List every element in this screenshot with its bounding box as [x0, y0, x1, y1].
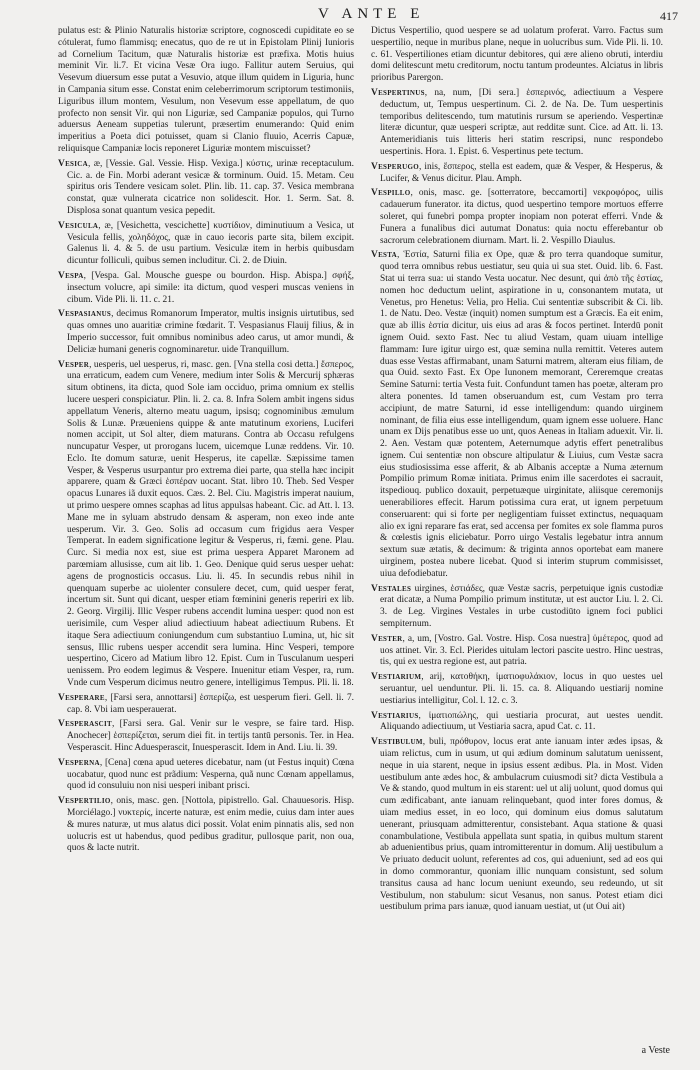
- left-column: [58, 26, 354, 1056]
- right-column: [371, 26, 663, 1056]
- entry-headword: Vesicula: [58, 220, 99, 231]
- dictionary-entry: [371, 188, 663, 247]
- entry-headword: Vespertilio: [58, 796, 111, 807]
- dictionary-entry: [371, 26, 663, 85]
- page-number: 417: [660, 9, 678, 23]
- entry-body: , [Farsi sera. Gal. Venir sur le vespre, se faire tard. Hisp. Anochecer] ἑσπερίζεται, serum diei fit. in tertijs tantū personis. Ter. in Hea. Vesperascit. Hinc Aduesperascit, Inuesperascit. Idem in And. Liu. li. 39.: [67, 719, 354, 754]
- entry-body: , ἱματιοπώλης, qui uestiaria procurat, aut uestes uendit. Aliquando adiectiuum, ut Vestiaria sacra, apud Cat. c. 11.: [380, 710, 663, 733]
- entry-body: , na, num, [Di sera.] ἑσπερινός, adiectiuum a Vespere deductum, ut, Tempus uespertinum. Ci. 2. de Na. De. Tum uespertinis temporibus delitescendo, tum matutinis rursum se aperiendo. Vespertinæ literæ dicuntur, quæ uesperi scriptæ, aut redditæ sunt. Cice. ad Att. li. 13. Antemeridianis tuis litteris heri statim rescripsi, nunc respondebo uespertinis. Hora. 1. Epist. 6. Vespertinus pete tectum.: [380, 87, 663, 157]
- entry-body: , arij, κατοθήκη, ἱματιοφυλάκιον, locus in quo uestes uel seruantur, uel uenduntur. Pli. li. 15. ca. 8. Aliquando uestiarij nomine uestiarius intelligitur, Col. l. 12. c. 3.: [380, 672, 663, 706]
- entry-body: , Ἑστία, Saturni filia ex Ope, quæ & pro terra quandoque sumitur, quod terra omnibus rebus uestiatur, seu quia ui sua stet. Ouid. lib. 6. Fast. Stat ui terra sua: ui stando Vesta uocatur. Nec desunt, qui ἀπὸ τῆς ἑστίας, nomen hoc deductum uelint, aspiratione in u, consonantem mutata, ut Venetus, pro Henetus: Velia, pro Helia. Cui sententiæ subscribit & Ci. lib. 1. de Natu. Deo. Vestæ (inquit) nomen sumptum est a Græcis. Ea eit enim, quæ ab illis ἑστία dicitur, uis eius ad aras & focos pertinet. Interdū ponit ignem Ouid. sexto Fast. Nec tu aliud Vestam, quam uiuam intellige flammam: Iure igitur uirgo est, quæ semina nulla remittit. Veteres autem duas esse Vestas affirmabant, unam Saturni matrem, alteram eius filiam, de qua Ouid. sexto Fast. Ex Ope Iunonem memorant, Cereremque creatas Semine Saturni: tertia Vesta fuit. Confundunt tamen has poetæ, alteram pro altera ponentes. Id tamen obseruandum est, cum Vestam pro terra accipiunt, de matre Saturni, id esse intelligendum: quando uirginem nominant, de filia eius esse intelligendum, quam ignem esse uoluere. Hanc unam ex Dijs penatibus esse uo unt, quos Aeneas in Italiam aduexit. Vir. li. 2. Aen. Vestam quæ potentem, Aeternumque adytis effert penetralibus ignem. Cui sententiæ non obscure altipulatur & Liuius, cum Vestæ sacra eius studiosissima esse afferit, & ab Albanis acceptæ a Numa æternum Pompilio primum Romæ initiata. Primus enim ille sacerdotes ei sacrauit, itspediouq. publico doxauit, perpetuæque uirginitate, aliisque ceremonijs uenerabiliores effecit. Harum potissima cura erat, ut ignem perpetuum conseruarent: qui si forte per negligentiam fuisset extinctus, nequaquam alio ex igni reparare fas erat, sed accensa per fomites ex sole flamma puros & cœlestis ignis eliciebatur. Porro uirgo Vestalis legebatur intra annum sextum suæ ætatis, & decimum: & triginta annos oportebat eam manere uirginem, postea nubere licebat. Quod si interim stuprum commisisset, uiua defodiebatur.: [380, 250, 663, 579]
- entry-body: , onis, masc. ge. [sotterratore, beccamorti] νεκροφόρος, uilis cadauerum funerator. ita dictus, quod uespertino tempore mortuos efferre soleret, qui funebri pompa propter inopiam non poterat efferri. Vnde & Funera a funalibus dici autumat Donatus: quia noctu efferebantur ob sacrorum celebrationem diurnam. Mart. li. 2. Vespillo Diaulus.: [380, 188, 663, 246]
- dictionary-entry: [371, 162, 663, 186]
- entry-headword: Vespasianus: [58, 309, 112, 320]
- dictionary-entry: [58, 693, 354, 717]
- dictionary-entry: [371, 584, 663, 631]
- entry-body: , inis, ἕσπερος, stella est eadem, quæ & Vesper, & Hesperus, & Lucifer, & Venus dicitur. Plau. Amph.: [380, 161, 663, 184]
- entry-headword: Vesperna: [58, 757, 100, 768]
- dictionary-entry: [371, 737, 663, 914]
- dictionary-entry: [58, 796, 354, 855]
- entry-headword: Vespertinus: [371, 87, 425, 98]
- entry-headword: Vesta: [371, 250, 398, 261]
- dictionary-entry: [58, 758, 354, 793]
- entry-body: , onis, masc. gen. [Nottola, pipistrello. Gal. Chauuesoris. Hisp. Morciélago.] νυκτερίς, incerte naturæ, est enim medie, cuius dam inter aues & mures naturæ, ut mus alatus dici possit. Volat enim pinnatis alis, sed non uolucris est ut habendus, quod pedibus graditur, pullosque parit, non oua, quos & lacte nutrit.: [67, 796, 354, 854]
- dictionary-entry: [58, 719, 354, 754]
- entry-headword: Vesica: [58, 158, 88, 169]
- entry-body: , buli, πρόθυρον, locus erat ante ianuam inter ædes ipsas, & uiam relictus, cum in usum, ut qui ædium dominum salutatum uenissent, neque in uia starent, neque in ipsius essent ædibus. Pla. in Most. Viden uestibulum ante ædes hoc, & ambulacrum cuiusmodi sit? dicta Vestibula a Ve & stando, quod multum in eis starent: uel ut alij uolunt, quod domus qui cum ædificabant, ante ianuam relinquebant, quod inter fores domus, & uiam medius esset, in eo loco, qui dominum eius domus salutatum uenerant, priusquam admitterentur, consistebant. Aqua statione & quasi conambulatione, Vestibula appellata sunt spatia, in quibus multum starent ab aduenientibus prius, quam intromitterentur in domum. Alij uestibulum a Ve priuato deducit uolunt, referentes ad cos, qui adueniunt, sed ad eos qui in domo commorantur, quoniam illic nunquam consistunt, sed solum transitus causa ad hanc locum ueniunt exeundo, seu redeundo, ut sit Vestibulum, non stabulum: sicut Vesanus, non sanus. Potest etiam dici uestibulum prima pars ianuæ, quod ianuam uestiat, ut (ut Oui ait): [380, 737, 663, 913]
- entry-body: , æ, [Vessie. Gal. Vessie. Hisp. Vexiga.] κύστις, urinæ receptaculum. Cic. a. de Fin. Morbi aderant vesicæ & torminum. Ouid. 15. Metam. Ceu spiritus oris Tendere vesicam solet. Plin. lib. 11. cap. 37. Vesica membrana constat, quæ vulnerata cicatrice non solidescit. Hor. 1. Serm. Sat. 8. Displosa sonat quantum vesica pepedit.: [67, 158, 354, 216]
- entry-body: Dictus Vespertilio, quod uespere se ad uolatum proferat. Varro. Factus sum uespertilio, neque in muribus plane, neque in uolucribus sum. Vide Pli. li. 10. c. 61. Vespertiliones etiam dicuntur debitores, qui ære alieno obruti, interdiu domi delitescunt metu creditorum, noctu tantum prodeuntes. Alciatus in libris prioribus Parergon.: [371, 26, 663, 84]
- running-head: V ANTE E: [318, 6, 425, 22]
- entry-headword: Vesper: [58, 359, 90, 370]
- entry-body: pulatus est: & Plinio Naturalis historiæ scriptore, cognoscedi cupiditate eo se cótulerat, fumo flammisq; enecatus, quo de re ut in Epistolam Plinij Iunioris ad Cornelium Tacitum, quæ Naturalis historiæ est præfixa. Motis huius meminit Vir. li.7. Et vicina Vesæ Ora iugo. Fallitur autem Seruius, qui Vesevum diuersum esse putat a Vesuvio, atque illum quidem in Liguria, hunc in Campania situm esse. Constat enim celeberrimorum scriptorum testimoniis, Liguribus illum montem, Vesulum, non Vesevum esse appellatum, de quo profecto non sensit Vir. qui non Liguriæ, sed Campaniæ populos, qui Turno aduersus Aeneam suppetias tulerunt, præsertim enumerando: Quid enim imperitius a Poeta dici potuisset, quam si Clanio fluuio, Acerris Capuæ, reliquisque Campaniæ locis reponeret Liguriæ montem miscuisset?: [58, 26, 354, 154]
- catchword: a Veste: [641, 1045, 670, 1056]
- entry-body: , [Vespa. Gal. Mousche guespe ou bourdon. Hisp. Abispa.] σφήξ, insectum volucre, api simile: ita dictum, quod vesperi muscas veniens in cibum. Vide Pli. li. 11. c. 21.: [67, 270, 354, 305]
- dictionary-entry: [58, 360, 354, 690]
- entry-headword: Vespillo: [371, 188, 411, 199]
- dictionary-entry: [58, 309, 354, 356]
- dictionary-entry: [371, 88, 663, 159]
- dictionary-entry: [58, 159, 354, 218]
- entry-headword: Vestiarium: [371, 672, 422, 683]
- dictionary-entry: [371, 250, 663, 580]
- dictionary-entry: [371, 634, 663, 669]
- entry-body: , æ, [Vesichetta, vescichette] κυστίδιον, diminutiuum a Vesica, ut Vesicula fellis, χοληδόχος, quæ in cauo iecoris parte sita, bilem excipit. Galenus li. 4. & 5. de usu partium. Vesiculæ item in herbis quibusdam dicuntur folliculi, quibus semen includitur. Ci. 2. de Diuin.: [67, 220, 354, 267]
- entry-headword: Vester: [371, 633, 403, 644]
- dictionary-entry: [58, 271, 354, 306]
- entry-headword: Vestales: [371, 583, 412, 594]
- entry-body: uirgines, ἑστιάδες, quæ Vestæ sacris, perpetuique ignis custodiæ erat dicatæ, a Numa Pompilio primum institutæ, ut est auctor Liu. l. 2. Ci. 3. de Leg. Virgines Vestales in urbe custodiūto ignem foci publici sempiternum.: [380, 583, 663, 630]
- entry-headword: Vesperascit: [58, 719, 113, 730]
- entry-body: , a, um, [Vostro. Gal. Vostre. Hisp. Cosa nuestra] ὑμέτερος, quod ad uos attinet. Vir. 3. Ecl. Pierides uitulam lectori pascite uestro. Hinc uestras, tis, qui ex uestra regione est, aut patria.: [380, 633, 663, 668]
- dictionary-entry: [58, 221, 354, 268]
- entry-body: , [Farsi sera, annottarsi] ἑσπερίζω, est uesperum fieri. Gell. li. 7. cap. 8. Vbi iam uesperauerat.: [67, 692, 354, 715]
- entry-headword: Vestiarius: [371, 710, 419, 721]
- entry-headword: Vesperugo: [371, 161, 419, 172]
- entry-body: , decimus Romanorum Imperator, multis insignis uirtutibus, sed quas omnes uno auaritiæ crimine fœdarit. T. Vespasianus Flauij filius, & in Imperio successor, fuit omnibus nominibus adeo carus, ut amor mundi, & Deliciæ humani generis cognominaretur. uide Tranquillum.: [67, 309, 354, 355]
- entry-headword: Vesperare: [58, 692, 105, 703]
- entry-headword: Vespa: [58, 270, 84, 281]
- entry-body: , uesperis, uel uesperus, ri, masc. gen. [Vna stella cosi detta.] ἕσπερος, una erraticum, eadem cum Venere, medium inter Solis & Mercurij sphæras situm obtinens, ita dicta, quod Sole iam occiduo, prima omnium ex stellis lucere uesperi conspiciatur. Plin. li. 2. ca. 8. Infra Solem ambit ingens sidus appellatum Veneris, alterno meatu uagum, ipsisq; cognominibus æmulum Solis & Lunæ. Præueniens quippe & ante matutinum exoriens, Luciferi nomen accipit, ut Sol alter, diem maturans. Contra ab Occasu refulgens nuncupatur Vesper, ut prorogans lucem, uicemque Lunæ reddens. Vir. 10. Eclo. Ite domum saturæ, uenit Hesperus, ite capellæ. Sæpissime tamen Vesper, & Vesperus usurpantur pro extrema diei parte, qua stella hæc incipit apparere, quam & Græci ἑσπέραν uocant. Stat. libro 10. Theb. Sed Vesper opacus Lunares iã duxit equos. Cæs. 2. Bel. Ciu. Magistris imperat nauium, ut primo uespere omnes scaphas ad litus appulsas habeant. Cic. ad Att. l. 13. Mane me in syluam abstrudo densam & asperam, non exeo inde ante uesperum. Vir. 3. Geo. Solis ad occasum cum frigidus aera Vesper Temperat. In eadem significatione legitur & Vesperus, ri, fæmi. gene. Plau. Curc. Si media nox est, siue est prima uespera Apparet Maronem ad parœmiam allusisse, cum ait lib. 1. Geo. Denique quid serus uesper uehat: agens de prognosticis occasus. Liu. li. 45. In secundis rebus nihil in quenquam superbe ac uiolenter consulere decet, cum, quid uesper ferat, incertum sit. Sunt qui dicant, uesper etiam fœminini generis reperiri ex lib. 2. Georg. Virgilij. Illic Vesper rubens accendit lumina uesper: quod non est uerisimile, cum Vesper aliud adiectiuum habeat adiectiuum Rubens. Et itaque Sera adiectiuum coniungendum cum substantiuo Lumina, ut, hic sit sensus, Illic rubens uesper accendit sera lumina. Hinc Vesperi, tempore uespertino, Cicero ad Matium libro 12. Epist. Cum in Tusculanum uesperi uenissem. Pro eodem legimus & Vespere. Inuenitur etiam Vesper, ra, rum. Vnde cum Vesperum dicimus neutro genere, intelligimus Tempus. Pli. li. 18.: [67, 359, 354, 689]
- entry-body: , [Cena] cœna apud ueteres dicebatur, nam (ut Festus inquit) Cœna uocabatur, quod nunc est prãdium: Vesperna, quã nunc Cœnam appellamus, quod id consuluiu non nisi uesperi inibant prisci.: [67, 757, 354, 792]
- dictionary-entry: [371, 672, 663, 707]
- entry-headword: Vestibulum: [371, 737, 423, 748]
- dictionary-entry: [371, 711, 663, 735]
- dictionary-entry: [58, 26, 354, 156]
- page-header: [0, 6, 700, 24]
